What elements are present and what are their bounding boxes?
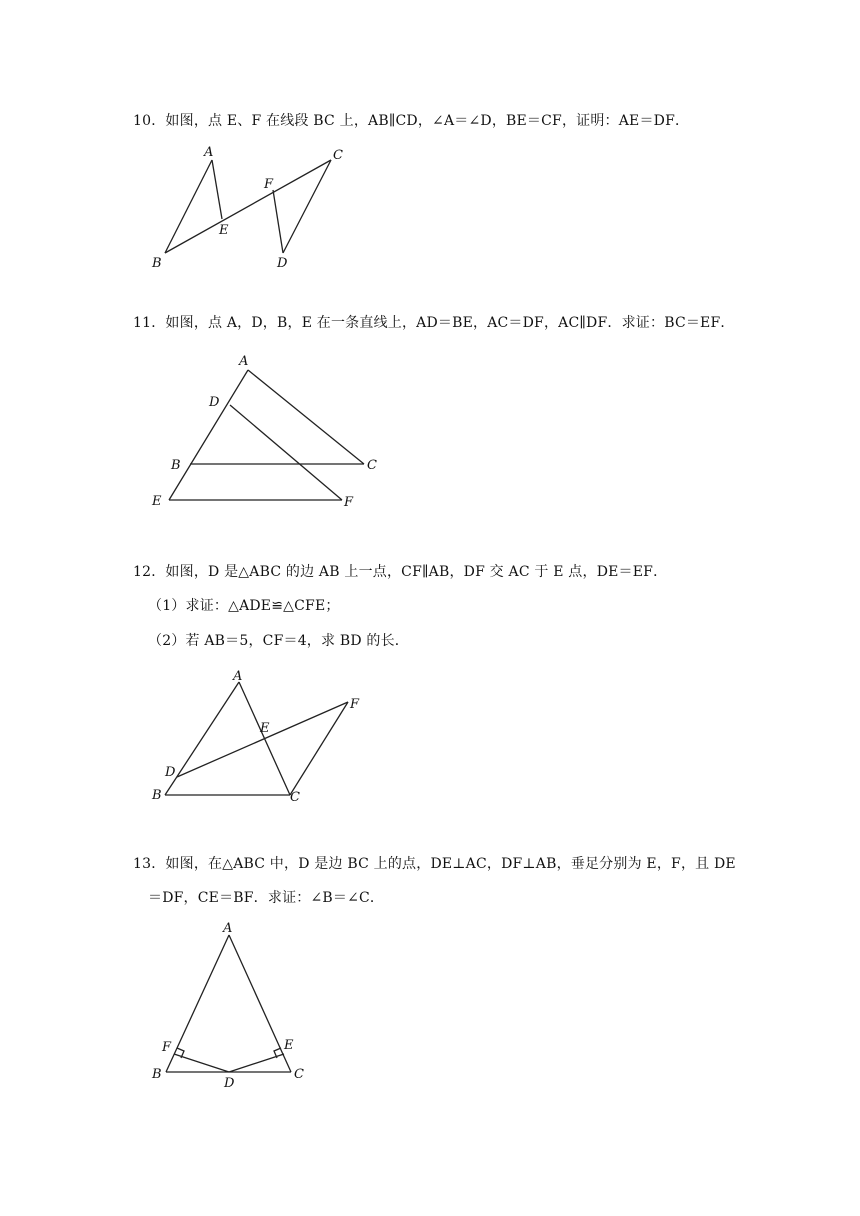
label-B: B [152,788,162,803]
label-C: C [290,790,300,805]
line-AE [169,370,248,500]
label-E: E [152,494,162,509]
problem-statement: 如图，在△ABC 中，D 是边 BC 上的点，DE⊥AC，DF⊥AB，垂足分别为 E，F，且 DE [165,856,736,872]
problem-10-text [133,111,689,131]
segment-BC [165,160,331,253]
label-B: B [152,1067,162,1082]
problem-12-part-1: （1）求证：△ADE≌△CFE； [148,598,340,614]
label-D: D [165,765,176,780]
segment-FD [273,190,283,253]
problem-10-figure [140,140,360,275]
label-E: E [260,721,270,736]
problem-13-figure [140,917,320,1092]
problem-11-figure [140,345,400,515]
segment-AC [248,370,364,464]
segment-AB [166,935,229,1072]
segment-BA [165,160,212,253]
label-E: E [219,223,229,238]
label-D: D [277,256,288,271]
label-F: F [162,1040,172,1055]
problem-number: 12． [133,564,166,580]
segment-DF [230,405,342,500]
segment-AC [229,935,291,1072]
label-C: C [367,458,377,473]
problem-number: 10． [133,113,166,129]
label-A: A [223,921,233,936]
label-A: A [204,145,214,160]
problem-11-text [133,313,735,333]
problem-12-text [133,562,667,582]
problem-statement: 如图，点 E、F 在线段 BC 上，AB∥CD，∠A＝∠D，BE＝CF，证明：AE＝DF． [165,113,690,129]
label-C: C [294,1067,304,1082]
problem-number: 13． [133,856,166,872]
label-F: F [350,697,360,712]
problem-statement: 如图，点 A，D，B，E 在一条直线上，AD＝BE，AC＝DF，AC∥DF．求证：BC＝EF． [165,315,735,331]
segment-CF [290,702,348,795]
problem-13-text [133,854,736,874]
label-D: D [209,395,220,410]
segment-AB [165,682,239,795]
problem-12-part-2: （2）若 AB＝5，CF＝4，求 BD 的长． [148,633,410,649]
segment-DF [177,702,348,777]
problem-12-figure [140,662,380,812]
label-A: A [233,669,243,684]
label-F: F [344,495,354,510]
problem-13-text-cont: ＝DF，CE＝BF．求证：∠B＝∠C． [148,890,385,906]
label-F: F [264,177,274,192]
problem-statement: 如图，D 是△ABC 的边 AB 上一点，CF∥AB，DF 交 AC 于 E 点，DE＝EF． [165,564,668,580]
label-D: D [224,1076,235,1091]
label-E: E [284,1038,294,1053]
segment-AE [212,160,222,219]
problem-number: 11． [133,315,166,331]
label-C: C [333,148,343,163]
label-A: A [239,354,249,369]
label-B: B [171,458,181,473]
label-B: B [152,256,162,271]
